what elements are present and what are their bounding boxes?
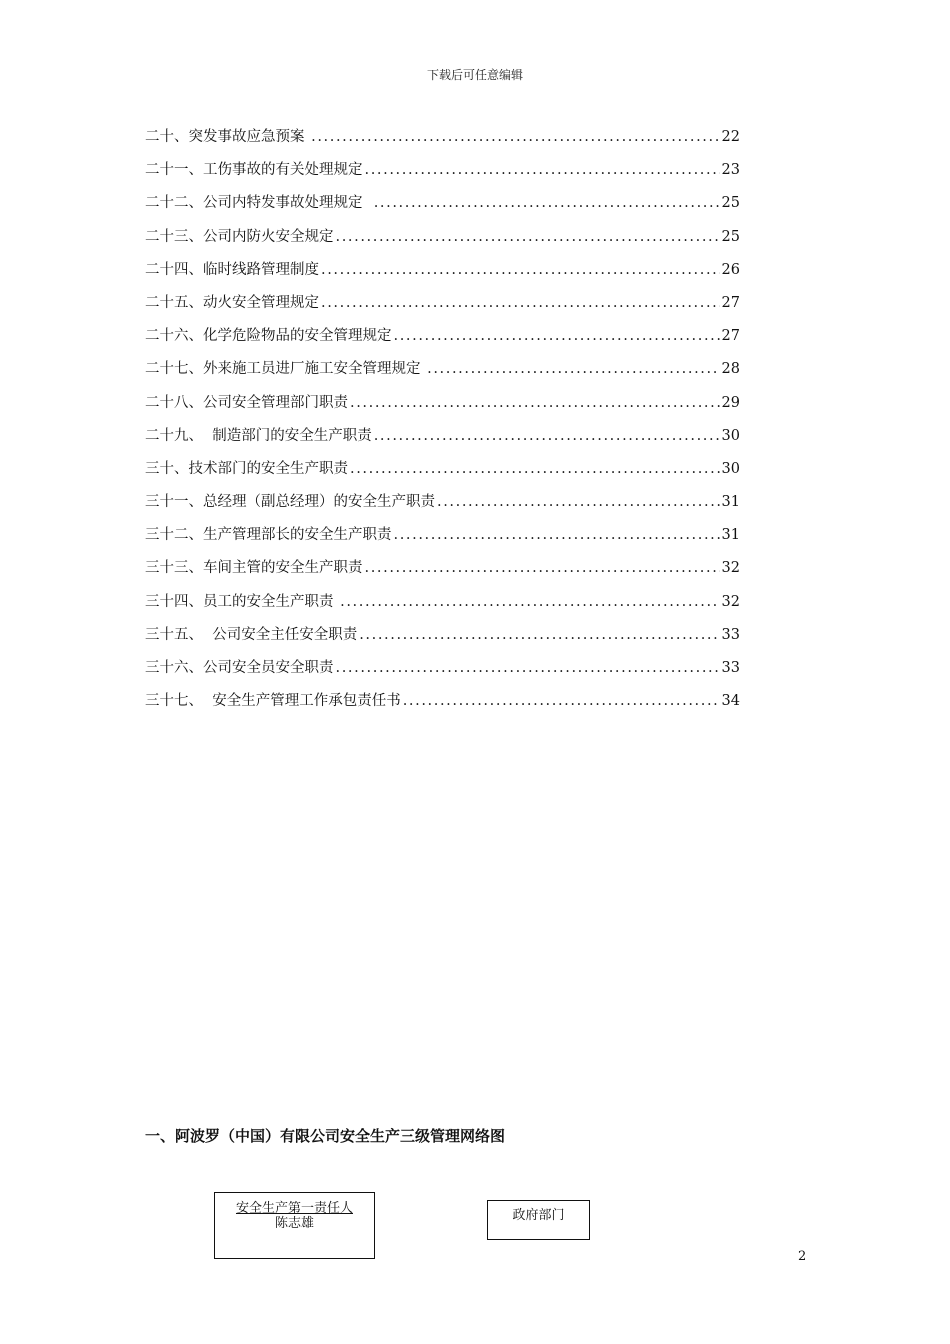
toc-entry-title: 二十六、化学危险物品的安全管理规定 [145,328,392,345]
toc-leader-dots [403,690,720,712]
toc-leader-dots [394,524,720,546]
toc-entry-title: 三十七、 安全生产管理工作承包责任书 [145,693,401,710]
toc-leader-dots [359,624,719,646]
toc-entry[interactable] [145,358,740,391]
toc-entry[interactable] [145,690,740,723]
org-box-person-name: 陈志雄 [274,1216,314,1231]
toc-entry-page: 27 [721,294,740,311]
toc-leader-dots [350,458,720,480]
toc-leader-dots [437,491,720,513]
toc-entry-title: 二十三、公司内防火安全规定 [145,228,334,245]
toc-leader-dots [321,259,720,281]
toc-leader-dots [365,159,720,181]
toc-entry[interactable] [145,226,740,259]
toc-entry-page: 29 [721,394,740,411]
toc-entry[interactable] [145,657,740,690]
toc-entry[interactable] [145,392,740,425]
toc-entry-page: 30 [721,460,740,477]
toc-entry-title: 二十五、动火安全管理规定 [145,294,319,311]
toc-leader-dots [427,358,719,380]
section-heading: 一、阿波罗（中国）有限公司安全生产三级管理网络图 [145,1127,506,1145]
toc-entry-title: 三十五、 公司安全主任安全职责 [145,626,358,643]
toc-leader-dots [365,557,720,579]
toc-entry-page: 25 [721,195,740,212]
toc-entry[interactable] [145,557,740,590]
toc-entry-page: 23 [721,162,740,179]
toc-entry-page: 32 [721,593,740,610]
toc-entry-title: 二十四、临时线路管理制度 [145,261,319,278]
toc-entry[interactable] [145,126,740,159]
toc-entry[interactable] [145,159,740,192]
toc-entry-title: 二十七、外来施工员进厂施工安全管理规定 [145,361,426,378]
toc-entry[interactable] [145,259,740,292]
toc-entry-page: 31 [721,527,740,544]
org-box-government [487,1200,590,1240]
toc-entry[interactable] [145,524,740,557]
toc-leader-dots [350,392,720,414]
toc-entry-page: 34 [721,693,740,710]
toc-leader-dots [311,126,719,148]
toc-entry[interactable] [145,591,740,624]
toc-entry-page: 25 [721,228,740,245]
page-header: 下载后可任意编辑 [426,68,523,82]
toc-entry[interactable] [145,192,740,225]
toc-entry[interactable] [145,624,740,657]
toc-entry-page: 28 [721,361,740,378]
toc-entry[interactable] [145,491,740,524]
toc-leader-dots [340,591,719,613]
toc-entry-page: 26 [721,261,740,278]
toc-entry-title: 三十一、总经理（副总经理）的安全生产职责 [145,494,435,511]
toc-entry-title: 三十、技术部门的安全生产职责 [145,460,348,477]
toc-entry[interactable] [145,325,740,358]
toc-entry-title: 二十一、工伤事故的有关处理规定 [145,162,363,179]
toc-entry-title: 三十六、公司安全员安全职责 [145,660,334,676]
toc-entry-page: 31 [721,494,740,511]
toc-entry-page: 22 [721,129,740,145]
toc-entry-title: 三十四、员工的安全生产职责 [145,593,339,610]
toc-leader-dots [374,192,720,214]
toc-entry-page: 32 [721,560,740,577]
toc-entry-page: 33 [721,660,740,676]
toc-leader-dots [336,657,720,679]
toc-entry[interactable] [145,458,740,491]
org-box-primary-responsible [214,1192,375,1259]
org-box-label: 政府部门 [512,1208,565,1223]
toc-entry-title: 二十八、公司安全管理部门职责 [145,394,348,411]
toc-entry[interactable] [145,292,740,325]
table-of-contents [145,126,740,723]
org-box-role: 安全生产第一责任人 [235,1201,353,1216]
toc-entry[interactable] [145,425,740,458]
toc-entry-title: 二十、突发事故应急预案 [145,129,310,145]
toc-entry-page: 30 [721,427,740,444]
toc-entry-page: 33 [721,626,740,643]
toc-entry-title: 三十二、生产管理部长的安全生产职责 [145,527,392,544]
toc-entry-title: 二十九、 制造部门的安全生产职责 [145,427,372,444]
toc-entry-page: 27 [721,328,740,345]
toc-leader-dots [374,425,720,447]
toc-leader-dots [321,292,720,314]
page-number: 2 [798,1249,807,1264]
toc-entry-title: 三十三、车间主管的安全生产职责 [145,560,363,577]
toc-leader-dots [394,325,720,347]
toc-leader-dots [336,226,720,248]
toc-entry-title: 二十二、公司内特发事故处理规定 [145,195,372,212]
